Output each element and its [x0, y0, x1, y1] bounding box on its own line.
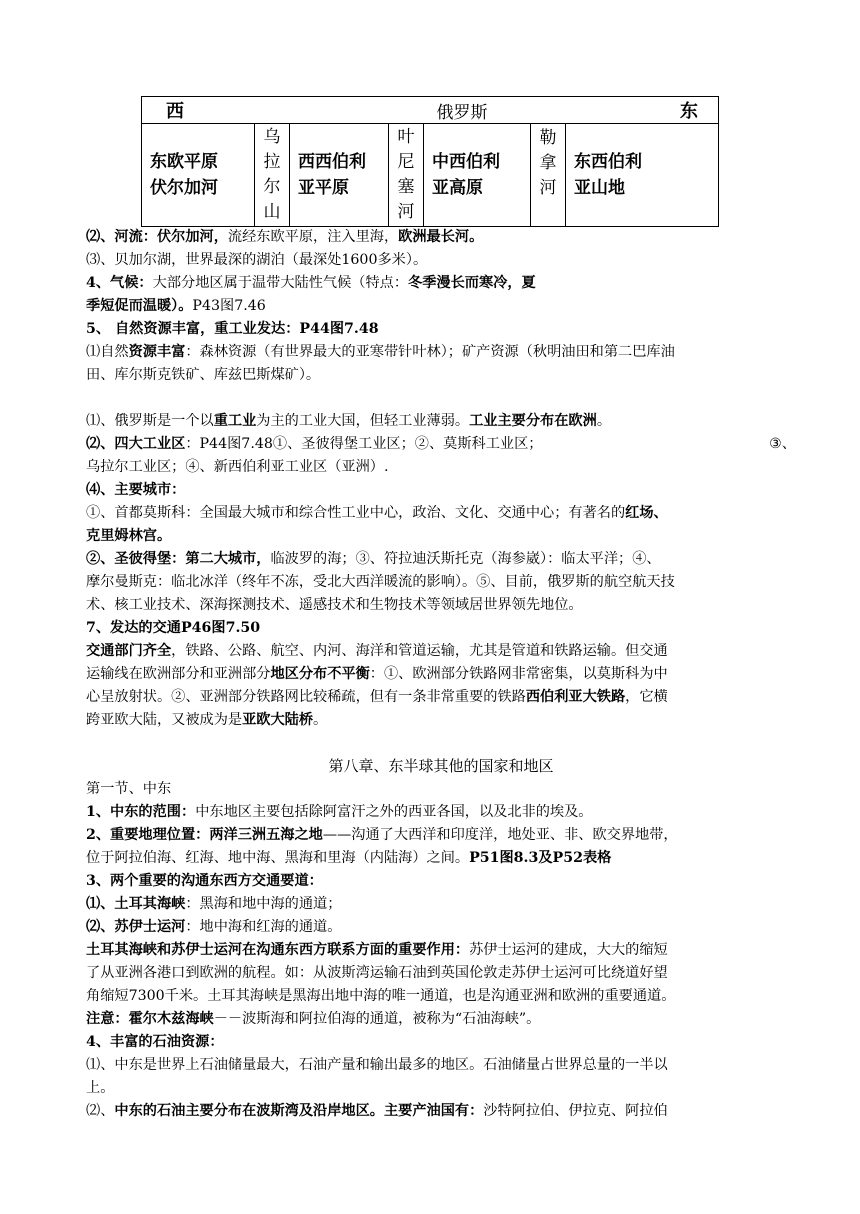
text: 苏伊士运河的建成，大大的缩短: [469, 942, 668, 958]
bold-text: 4、气候：: [86, 275, 153, 291]
text-line: 上。: [86, 1080, 115, 1096]
text-line: 乌拉尔工业区；④、新西伯利亚工业区（亚洲）.: [86, 459, 389, 475]
text: ⑵、: [86, 1103, 115, 1119]
text: 心呈放射状。②、亚洲部分铁路网比较稀疏，但有一条非常重要的铁路: [86, 689, 526, 705]
cell-char: 尔: [263, 177, 281, 197]
cell-char: 勒: [539, 128, 557, 148]
bold-text: 资源丰富: [128, 344, 186, 360]
text-line: [86, 433, 796, 456]
terrain-row: [142, 124, 719, 227]
text: ⑴自然: [86, 344, 129, 360]
text: 运输线在欧洲部分和亚洲部分: [86, 666, 271, 682]
text: 中东地区主要包括除阿富汗之外的西亚各国，以及北非的埃及。: [195, 804, 593, 820]
text: ，它横: [625, 689, 668, 705]
text: 临波罗的海；③、符拉迪沃斯托克（海参崴）：临太平洋；④、: [270, 551, 661, 567]
bold-text: P51图8.3及P52表格: [469, 850, 612, 866]
bold-text: ⑴、土耳其海峡: [86, 896, 186, 912]
bold-text: ②、圣彼得堡：第二大城市，: [86, 551, 271, 567]
text: ：森林资源（有世界最大的亚寒带针叶林）；矿产资源（秋明油田和第二巴库油: [185, 344, 675, 360]
bold-text: 季短促而温暖）。: [86, 298, 193, 314]
bold-text: 注意：霍尔木兹海峡: [86, 1011, 214, 1027]
bold-text: 亚欧大陆桥: [242, 712, 314, 728]
cell-char: 河: [397, 202, 415, 222]
cell-line: 亚山地: [574, 178, 625, 198]
text-line: [86, 709, 796, 732]
text-line: 了从亚洲各港口到欧洲的航程。如：从波斯湾运输石油到英国伦敦走苏伊士运河可比绕道好望: [86, 965, 668, 981]
cell-east-european-plain: [142, 124, 255, 227]
text-line: [86, 870, 796, 893]
cell-line: 亚平原: [298, 178, 349, 198]
text: 。: [596, 413, 612, 429]
text-line: 田、库尔斯克铁矿、库兹巴斯煤矿）。: [86, 367, 321, 383]
text: 沙特阿拉伯、伊拉克、阿拉伯: [483, 1103, 668, 1119]
bold-text: 红场、: [625, 505, 668, 521]
text-line: ⑴、中东是世界上石油储量最大，石油产量和输出最多的地区。石油储量占世界总量的一半以: [86, 1057, 668, 1073]
bold-text: 1、中东的范围：: [86, 804, 196, 820]
bold-text: 地区分布不平衡: [270, 666, 370, 682]
text-line: [86, 1008, 796, 1031]
text-line: [86, 617, 796, 640]
text-line: [86, 410, 796, 433]
text: 跨亚欧大陆，又被成为是: [86, 712, 243, 728]
cell-west-siberian-plain: [290, 124, 389, 227]
text-line: [86, 525, 796, 548]
russia-label: 俄罗斯: [436, 102, 488, 123]
cell-char: 河: [539, 178, 557, 198]
text-line: [86, 640, 796, 663]
text: ：地中海和红海的通道。: [185, 919, 342, 935]
text-line: [86, 686, 796, 709]
text-line: 角缩短7300千米。土耳其海峡是黑海出地中海的唯一通道，也是沟通亚洲和欧洲的重要通道。: [86, 988, 676, 1004]
document-body: [86, 226, 796, 1123]
bold-text: 中东的石油主要分布在波斯湾及沿岸地区。主要产油国有：: [114, 1103, 484, 1119]
text-line: [86, 1031, 796, 1054]
text-line: [86, 916, 796, 939]
bold-text: 3、两个重要的沟通东西方交通要道：: [86, 873, 323, 889]
text: 流经东欧平原，注入里海，: [227, 229, 399, 245]
spacer: [86, 732, 796, 755]
bold-text: 工业主要分布在欧洲: [469, 413, 597, 429]
bold-text: 欧洲最长河。: [398, 229, 484, 245]
text-line: 摩尔曼斯克：临北冰洋（终年不冻，受北大西洋暖流的影响）。⑤、目前，俄罗斯的航空航天技: [86, 574, 675, 590]
cell-char: 乌: [263, 127, 281, 147]
text-line: 术、核工业技术、深海探测技术、遥感技术和生物技术等领域居世界领先地位。: [86, 597, 583, 613]
table-header-row: [142, 97, 719, 124]
bold-text: ⑷、主要城市：: [86, 482, 186, 498]
text-line: [86, 824, 796, 847]
bold-text: 7、发达的交通P46图7.50: [86, 620, 261, 636]
cell-char: 拉: [263, 152, 281, 172]
cell-yenisei: [389, 124, 424, 227]
west-label: 西: [166, 101, 184, 122]
text-line: [86, 479, 796, 502]
text-line: [86, 893, 796, 916]
cell-line: 西西伯利: [298, 152, 366, 172]
cell-central-siberian-plateau: [424, 124, 531, 227]
text: ——沟通了大西洋和印度洋，地处亚、非、欧交界地带，: [322, 827, 678, 843]
text: ，铁路、公路、航空、内河、海洋和管道运输，尤其是管道和铁路运输。但交通: [171, 643, 668, 659]
bold-text: 重工业: [213, 413, 257, 429]
text-line: [86, 548, 796, 571]
cell-char: 塞: [397, 177, 415, 197]
cell-ural: [255, 124, 290, 227]
text-line: [86, 502, 796, 525]
terrain-table: [141, 96, 719, 227]
text-line: ⑶、贝加尔湖，世界最深的湖泊（最深处1600多米）。: [86, 252, 428, 268]
text: －－波斯海和阿拉伯海的通道，被称为“石油海峡”。: [213, 1011, 541, 1027]
section-title: 第一节、中东: [86, 781, 172, 797]
cell-line: 亚高原: [432, 178, 483, 198]
text-line: [86, 272, 796, 295]
text-line: [86, 318, 796, 341]
bold-text: ⑵、河流：伏尔加河，: [86, 229, 228, 245]
text: ③、: [769, 436, 796, 452]
text: ①、首都莫斯科：全国最大城市和综合性工业中心，政治、文化、交通中心；有著名的: [86, 505, 626, 521]
text-line: [86, 939, 796, 962]
text: ：黑海和地中海的通道；: [185, 896, 342, 912]
text-line: [86, 663, 796, 686]
bold-text: ⑵、四大工业区: [86, 436, 186, 452]
bold-text: 土耳其海峡和苏伊士运河在沟通东西方联系方面的重要作用：: [86, 942, 470, 958]
bold-text: 西伯利亚大铁路: [525, 689, 626, 705]
bold-text: 冬季漫长而寒冷，夏: [408, 275, 536, 291]
bold-text: 交通部门齐全: [86, 643, 172, 659]
bold-text: 5、 自然资源丰富，重工业发达：P44图7.48: [86, 321, 379, 337]
cell-line: 东西伯利: [574, 152, 642, 172]
text: ⑴、俄罗斯是一个以: [86, 413, 214, 429]
bold-text: 克里姆林宫。: [86, 528, 172, 544]
cell-char: 尼: [397, 152, 415, 172]
bold-text: 4、丰富的石油资源：: [86, 1034, 224, 1050]
text-line: [86, 1100, 796, 1123]
text-line: [86, 226, 796, 249]
text: ：P44图7.48①、圣彼得堡工业区；②、莫斯科工业区；: [185, 436, 543, 452]
text: 位于阿拉伯海、红海、地中海、黑海和里海（内陆海）之间。: [86, 850, 470, 866]
text-line: [86, 341, 796, 364]
table-header: [142, 97, 719, 124]
text-line: [86, 847, 796, 870]
bold-text: 2、重要地理位置：两洋三洲五海之地: [86, 827, 323, 843]
text: ：①、欧洲部分铁路网非常密集，以莫斯科为中: [369, 666, 668, 682]
text: 为主的工业大国，但轻工业薄弱。: [256, 413, 470, 429]
cell-lena: [531, 124, 566, 227]
cell-east-siberian-mountains: [566, 124, 719, 227]
cell-char: 叶: [397, 127, 415, 147]
text-line: [86, 801, 796, 824]
chapter-title: 第八章、东半球其他的国家和地区: [328, 757, 554, 775]
cell-line: 伏尔加河: [150, 178, 218, 198]
text: 。: [313, 712, 328, 728]
cell-char: 山: [263, 202, 281, 222]
text: 大部分地区属于温带大陆性气候（特点：: [152, 275, 409, 291]
east-label: 东: [680, 101, 698, 122]
text-line: [86, 295, 796, 318]
bold-text: ⑵、苏伊士运河: [86, 919, 186, 935]
cell-line: 东欧平原: [150, 152, 218, 172]
cell-line: 中西伯利: [432, 152, 500, 172]
spacer: [86, 387, 796, 410]
cell-char: 拿: [539, 153, 557, 173]
text: P43图7.46: [192, 298, 266, 314]
